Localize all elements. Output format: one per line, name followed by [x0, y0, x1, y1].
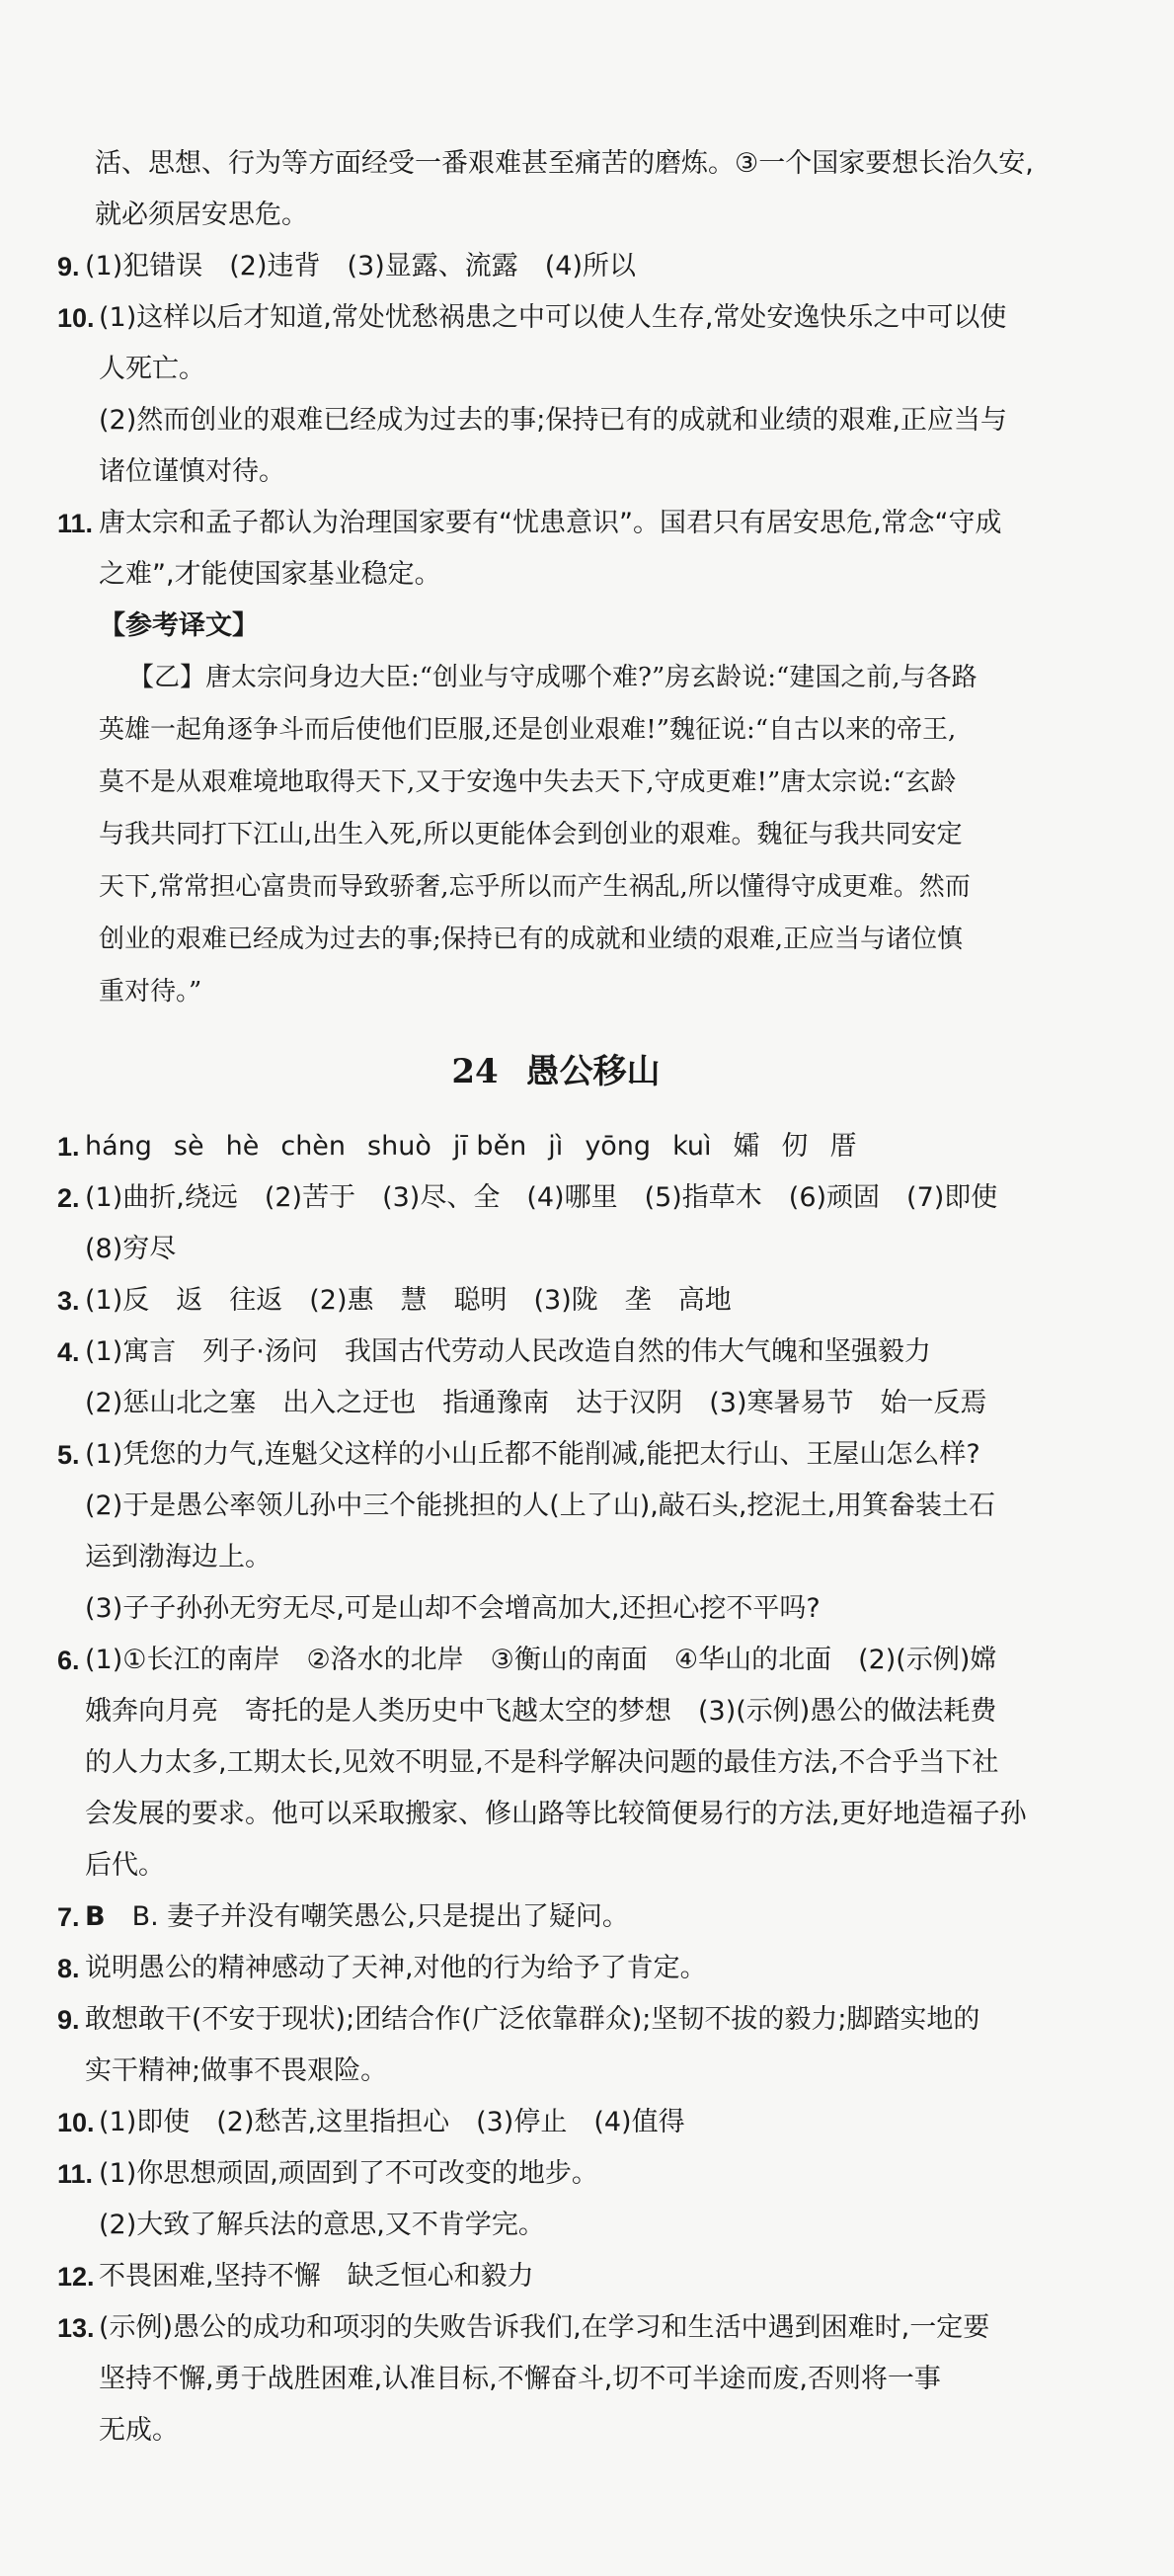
text-line: 活、思想、行为等方面经受一番艰难甚至痛苦的磨炼。③一个国家要想长治久安,	[95, 148, 1034, 179]
question-number: 10.	[57, 2108, 95, 2137]
text-line: 敢想敢干(不安于现状);团结合作(广泛依靠群众);坚韧不拔的毅力;脚踏实地的	[85, 2004, 980, 2035]
answer-content	[57, 138, 1055, 2456]
answer-5	[57, 1429, 1055, 1635]
answer-text	[99, 292, 1055, 498]
text-line: (2)惩山北之塞 出入之迂也 指通豫南 达于汉阴 (3)寒暑易节 始一反焉	[85, 1388, 987, 1418]
text-line: (2)然而创业的艰难已经成为过去的事;保持已有的成就和业绩的艰难,正应当与	[99, 405, 1007, 436]
text-line: 人死亡。	[99, 354, 205, 384]
answer-1	[57, 1121, 1055, 1172]
section-number: 24	[451, 1052, 499, 1091]
question-number: 13.	[57, 2313, 95, 2343]
answer-2	[57, 1172, 1055, 1275]
pinyin-item: hè	[225, 1131, 260, 1162]
pinyin-item: shuò	[367, 1131, 431, 1162]
text-line: (2)于是愚公率领儿孙中三个能挑担的人(上了山),敲石头,挖泥土,用箕畚装土石	[85, 1490, 996, 1521]
question-number: 2.	[57, 1183, 80, 1213]
answer-text	[99, 2148, 1055, 2251]
pinyin-item: kuì	[672, 1131, 712, 1162]
answer-4	[57, 1327, 1055, 1429]
answer-3	[57, 1275, 1055, 1327]
text-line: 后代。	[85, 1850, 165, 1881]
question-number: 10.	[57, 303, 95, 333]
section-title	[57, 1052, 1055, 1091]
text-line: 莫不是从艰难境地取得天下,又于安逸中失去天下,守成更难!”唐太宗说:“玄龄	[99, 767, 957, 797]
answer-13	[57, 2302, 1055, 2456]
text-line: 运到渤海边上。	[85, 1542, 272, 1572]
question-number: 8.	[57, 1954, 80, 1983]
question-number: 11.	[57, 2159, 94, 2189]
text-line: 无成。	[99, 2415, 179, 2446]
answer-11	[57, 498, 1055, 601]
character-item: 厝	[829, 1131, 857, 1162]
answer-text	[85, 1635, 1055, 1892]
text-line: (2)大致了解兵法的意思,又不肯学完。	[99, 2210, 545, 2240]
pinyin-item: chèn	[280, 1131, 347, 1162]
question-number: 5.	[57, 1440, 80, 1470]
text-line: 实干精神;做事不畏艰险。	[85, 2055, 388, 2086]
section-name: 愚公移山	[525, 1052, 661, 1091]
text-line: 诸位谨慎对待。	[99, 456, 285, 487]
text-line: (1)①长江的南岸 ②洛水的北岸 ③衡山的南面 ④华山的北面 (2)(示例)嫦	[85, 1645, 997, 1675]
text-line: 娥奔向月亮 寄托的是人类历史中飞越太空的梦想 (3)(示例)愚公的做法耗费	[85, 1696, 997, 1727]
answer-text	[85, 1994, 1055, 2097]
reference-translation	[57, 652, 1055, 1018]
question-number: 9.	[57, 2005, 80, 2035]
text-line: (1)寓言 列子·汤问 我国古代劳动人民改造自然的伟大气魄和坚强毅力	[85, 1336, 931, 1367]
answer-8	[57, 1943, 1055, 1994]
question-number: 4.	[57, 1337, 80, 1367]
pinyin-item: sè	[173, 1131, 204, 1162]
answer-10	[57, 292, 1055, 498]
text-line: 重对待。”	[99, 977, 202, 1006]
text-line: 的人力太多,工期太长,见效不明显,不是科学解决问题的最佳方法,不合乎当下社	[85, 1747, 999, 1778]
question-number: 12.	[57, 2262, 95, 2292]
choice-answer: B	[85, 1901, 106, 1932]
explanation: B. 妻子并没有嘲笑愚公,只是提出了疑问。	[105, 1901, 629, 1932]
question-number: 9.	[57, 252, 80, 282]
text-line: 英雄一起角逐争斗而后使他们臣服,还是创业艰难!”魏征说:“自古以来的帝王,	[99, 715, 957, 745]
question-number: 11.	[57, 509, 94, 538]
text-line: 创业的艰难已经成为过去的事;保持已有的成就和业绩的艰难,正应当与诸位慎	[99, 925, 964, 954]
text-line: 之难”,才能使国家基业稳定。	[99, 559, 441, 590]
text-line: 会发展的要求。他可以采取搬家、修山路等比较简便易行的方法,更好地造福子孙	[85, 1799, 1027, 1829]
text-line: (3)子子孙孙无穷无尽,可是山却不会增高加大,还担心挖不平吗?	[85, 1593, 821, 1624]
answer-text	[85, 1429, 1055, 1635]
answer-text: 说明愚公的精神感动了天神,对他的行为给予了肯定。	[85, 1953, 707, 1983]
text-line: 坚持不懈,勇于战胜困难,认准目标,不懈奋斗,切不可半途而废,否则将一事	[99, 2364, 941, 2394]
answer-text: (1)反 返 往返 (2)惠 慧 聪明 (3)陇 垄 高地	[85, 1285, 732, 1316]
answer-7	[57, 1892, 1055, 1943]
text-line: 就必须居安思危。	[95, 200, 308, 230]
text-line: (1)你思想顽固,顽固到了不可改变的地步。	[99, 2158, 598, 2189]
text-line: 天下,常常担心富贵而导致骄奢,忘乎所以而产生祸乱,所以懂得守成更难。然而	[99, 872, 971, 902]
answer-11b	[57, 2148, 1055, 2251]
answer-text	[85, 1172, 1055, 1275]
text-line: (1)曲折,绕远 (2)苦于 (3)尽、全 (4)哪里 (5)指草木 (6)顽固 (7)即使	[85, 1182, 998, 1213]
text-line: 唐太宗和孟子都认为治理国家要有“忧患意识”。国君只有居安思危,常念“守成	[99, 508, 1002, 538]
question-number: 1.	[57, 1132, 80, 1162]
answer-10b	[57, 2097, 1055, 2148]
pinyin-item: yōng	[585, 1131, 652, 1162]
question-number: 6.	[57, 1646, 80, 1675]
answer-text	[85, 1327, 1055, 1429]
answer-9	[57, 241, 1055, 292]
text-line: (1)凭您的力气,连魁父这样的小山丘都不能削减,能把太行山、王屋山怎么样?	[85, 1439, 980, 1470]
pinyin-answers	[85, 1121, 1055, 1172]
text-line: 【乙】唐太宗问身边大臣:“创业与守成哪个难?”房玄龄说:“建国之前,与各路	[128, 663, 978, 692]
reference-translation-heading: 【参考译文】	[99, 610, 259, 641]
character-item: 孀	[733, 1131, 760, 1162]
answer-text	[85, 1892, 1055, 1943]
character-item: 仞	[781, 1131, 809, 1162]
answer-text	[99, 2302, 1055, 2456]
answer-text: 不畏困难,坚持不懈 缺乏恒心和毅力	[99, 2261, 534, 2292]
answer-6	[57, 1635, 1055, 1892]
answer-12	[57, 2251, 1055, 2302]
answer-9b	[57, 1994, 1055, 2097]
text-line: (1)这样以后才知道,常处忧愁祸患之中可以使人生存,常处安逸快乐之中可以使	[99, 302, 1007, 333]
answer-text	[99, 498, 1055, 601]
question-number: 3.	[57, 1286, 80, 1316]
text-line: (8)穷尽	[85, 1234, 177, 1264]
text-line: 与我共同打下江山,出生入死,所以更能体会到创业的艰难。魏征与我共同安定	[99, 820, 963, 849]
continued-answer	[57, 138, 1055, 241]
pinyin-item: háng	[85, 1131, 152, 1162]
pinyin-item: jì	[548, 1131, 564, 1162]
pinyin-item: jī běn	[452, 1131, 527, 1162]
text-line: (示例)愚公的成功和项羽的失败告诉我们,在学习和生活中遇到困难时,一定要	[99, 2312, 990, 2343]
answer-text: (1)即使 (2)愁苦,这里指担心 (3)停止 (4)值得	[99, 2107, 685, 2137]
question-number: 7.	[57, 1902, 80, 1932]
answer-text: (1)犯错误 (2)违背 (3)显露、流露 (4)所以	[85, 251, 636, 282]
